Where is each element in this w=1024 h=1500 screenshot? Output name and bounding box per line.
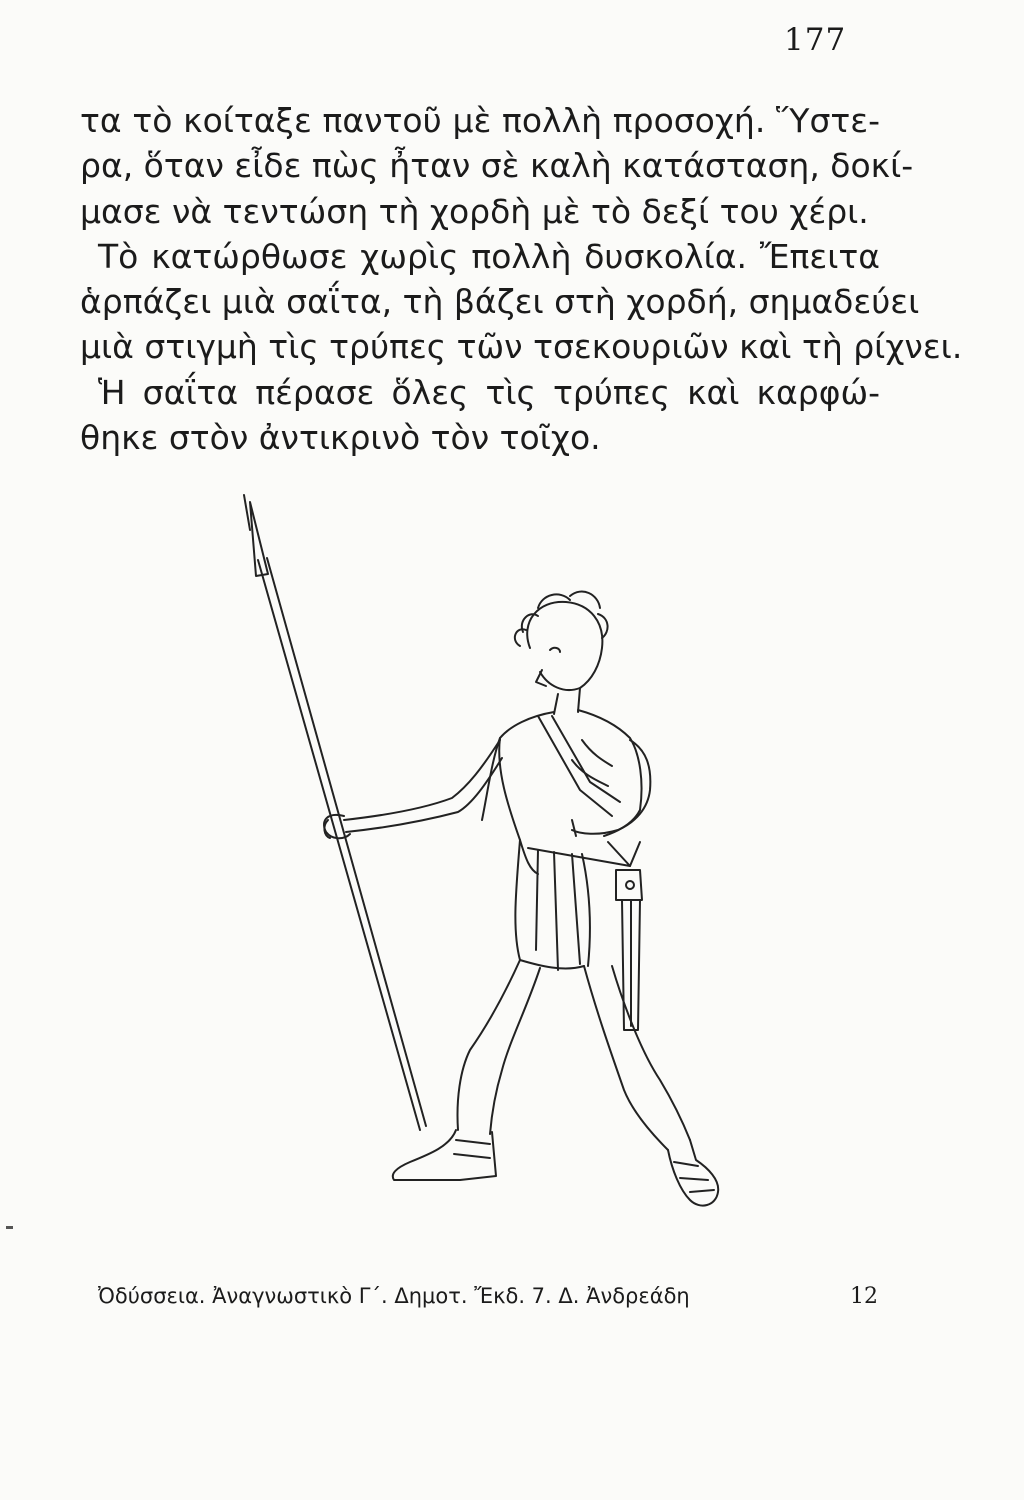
illustration [220, 490, 780, 1230]
text-line: ρα, ὅταν εἶδε πὼς ἦταν σὲ καλὴ κατάσταση, δοκί- [80, 146, 914, 186]
text-line: Ἡ σαΐτα πέρασε ὅλες τὶς τρύπες καὶ καρφώ- [98, 372, 880, 412]
footer-signature: 12 [850, 1284, 878, 1309]
sword [608, 842, 642, 1030]
text-line: μιὰ στιγμὴ τὶς τρύπες τῶν τσεκουριῶν καὶ τὴ ρίχνει. [80, 327, 963, 367]
speck [6, 1226, 13, 1229]
footer-source: Ὀδύσσεια. Ἀναγνωστικὸ Γ΄. Δημοτ. Ἔκδ. 7. Δ. Ἀνδρεάδη [98, 1284, 690, 1308]
legs [458, 960, 691, 1150]
text-line: μασε νὰ τεντώση τὴ χορδὴ μὲ τὸ δεξί του χέρι. [80, 191, 869, 231]
text-line: θηκε στὸν ἀντικρινὸ τὸν τοῖχο. [80, 418, 601, 458]
page-number: 177 [784, 22, 847, 58]
torso [482, 710, 642, 874]
head [515, 592, 608, 714]
feet [393, 1130, 718, 1206]
text-line: Τὸ κατώρθωσε χωρὶς πολλὴ δυσκολία. Ἔπειτα [98, 236, 880, 276]
text-line: τα τὸ κοίταξε παντοῦ μὲ πολλὴ προσοχή. Ὕστε- [80, 101, 880, 140]
body-text [80, 98, 963, 460]
arm-right [572, 740, 650, 836]
text-line: ἁρπάζει μιὰ σαΐτα, τὴ βάζει στὴ χορδή, σημαδεύει [80, 282, 920, 322]
arm-left [324, 740, 502, 838]
